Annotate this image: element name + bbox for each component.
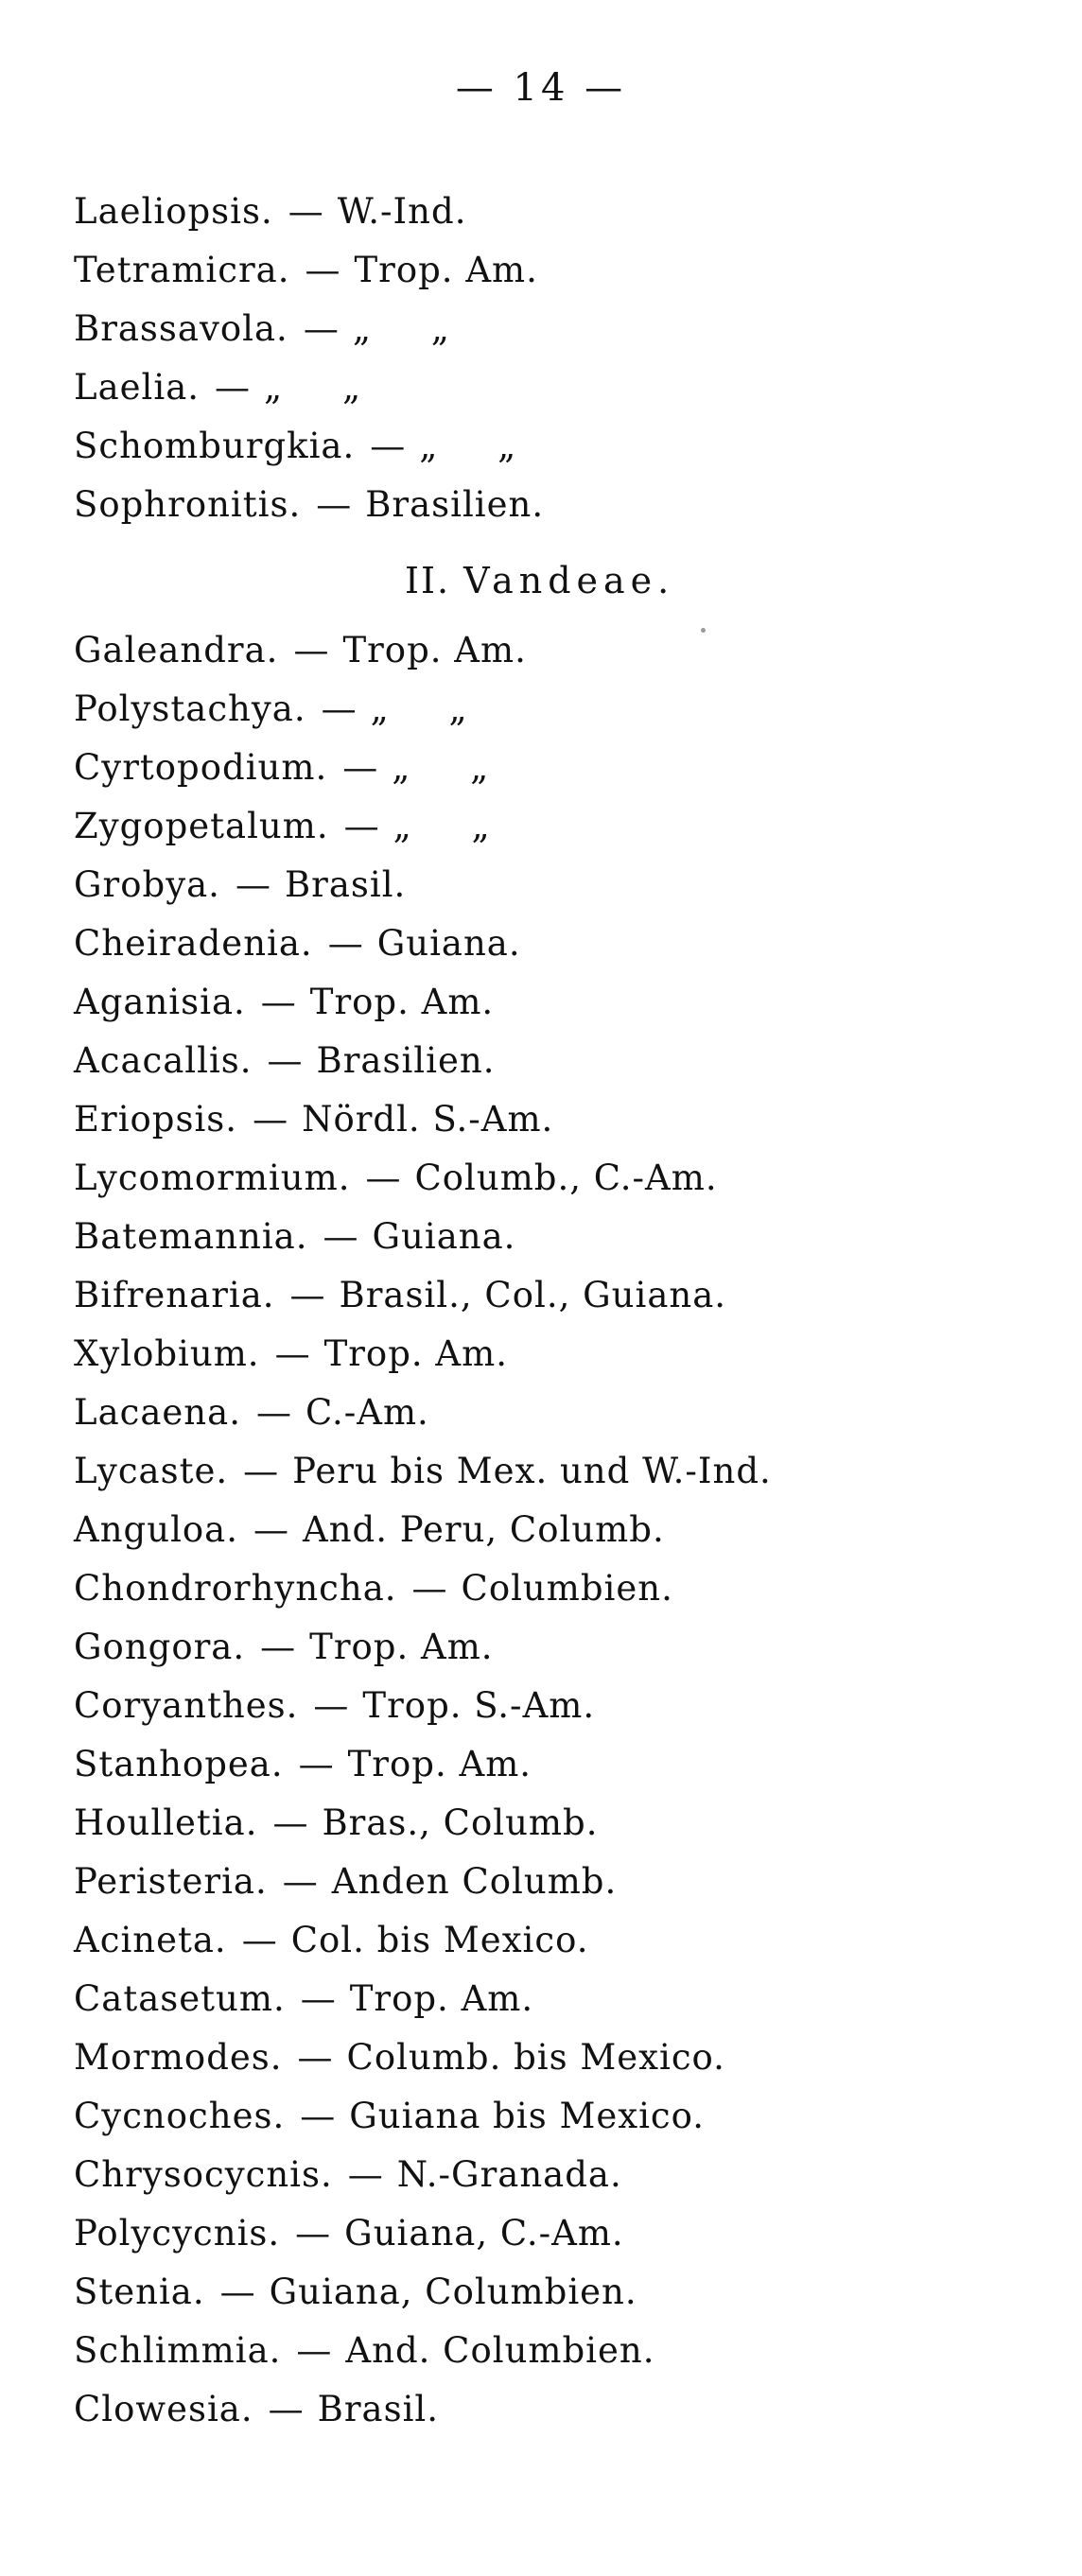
genus-entry: [74, 2146, 1048, 2204]
genus-name: Acacallis.: [74, 1040, 253, 1081]
genus-entry: [74, 1618, 1048, 1677]
genus-name: Gongora.: [74, 1627, 246, 1667]
entry-dash: —: [288, 191, 324, 232]
genus-name: Aganisia.: [74, 982, 246, 1022]
genus-entry: [74, 1442, 1048, 1501]
distribution-region: Trop. Am.: [323, 1333, 508, 1374]
distribution-region: Trop. Am.: [342, 630, 527, 670]
distribution-region: Brasil.: [317, 2389, 439, 2429]
genus-entry: [74, 183, 1048, 241]
distribution-region: Trop. Am.: [354, 250, 538, 290]
genus-name: Tetramicra.: [74, 250, 290, 290]
genus-entry: [74, 1677, 1048, 1735]
genus-name: Galeandra.: [74, 630, 279, 670]
distribution-region: N.-Granada.: [396, 2154, 622, 2195]
genus-name: Clowesia.: [74, 2389, 253, 2429]
distribution-region: C.-Am.: [305, 1392, 429, 1433]
entry-dash: —: [316, 484, 353, 525]
entry-dash: —: [219, 2271, 256, 2312]
genus-entry: [74, 417, 1048, 476]
page-number: — 14 —: [455, 66, 627, 110]
distribution-region: Guiana.: [372, 1216, 516, 1257]
genus-entry: [74, 621, 1048, 680]
distribution-region: Columbien.: [461, 1568, 673, 1609]
genus-name: Schlimmia.: [74, 2330, 282, 2371]
distribution-region: Col. bis Mexico.: [290, 1920, 589, 1960]
entry-dash: —: [255, 1392, 292, 1433]
genus-name: Catasetum.: [74, 1978, 286, 2019]
entry-dash: —: [272, 1802, 309, 1843]
distribution-region: Trop. Am.: [309, 1627, 494, 1667]
ditto-marks: „ „: [392, 747, 490, 788]
genus-name: Anguloa.: [74, 1509, 238, 1550]
genus-entry: [74, 1325, 1048, 1384]
genus-entry: [74, 1501, 1048, 1559]
entry-dash: —: [303, 308, 340, 349]
genus-entry: [74, 973, 1048, 1032]
distribution-region: Peru bis Mex. und W.-Ind.: [292, 1451, 772, 1491]
genus-name: Chrysocycnis.: [74, 2154, 333, 2195]
entry-dash: —: [296, 2330, 333, 2371]
genus-entry: [74, 797, 1048, 856]
genus-entry: [74, 1853, 1048, 1911]
entry-dash: —: [347, 2154, 384, 2195]
entry-dash: —: [267, 1040, 304, 1081]
genus-name: Polycycnis.: [74, 2213, 281, 2254]
entry-dash: —: [370, 426, 407, 466]
genus-entry: [74, 1149, 1048, 1208]
distribution-region: Anden Columb.: [331, 1861, 618, 1902]
entry-dash: —: [298, 1744, 335, 1784]
genus-name: Lycomormium.: [74, 1157, 351, 1198]
genus-entry: [74, 2380, 1048, 2439]
ditto-marks: „ „: [352, 308, 450, 349]
genus-name: Polystachya.: [74, 688, 306, 729]
genus-name: Houlletia.: [74, 1802, 258, 1843]
entry-dash: —: [293, 630, 330, 670]
genus-entry: [74, 2322, 1048, 2380]
distribution-region: W.-Ind.: [337, 191, 467, 232]
distribution-region: Columb., C.-Am.: [414, 1157, 718, 1198]
genus-name: Coryanthes.: [74, 1685, 299, 1726]
genus-entry: [74, 680, 1048, 739]
genus-entry: [74, 300, 1048, 358]
genus-name: Grobya.: [74, 864, 220, 905]
genus-name: Cyrtopodium.: [74, 747, 328, 788]
genus-entry: [74, 1559, 1048, 1618]
entry-dash: —: [342, 747, 379, 788]
genus-entry: [74, 1970, 1048, 2028]
genus-name: Stenia.: [74, 2271, 205, 2312]
distribution-region: Trop. S.-Am.: [362, 1685, 596, 1726]
distribution-region: Brasilien.: [365, 484, 545, 525]
genus-entry: [74, 1266, 1048, 1325]
entry-dash: —: [300, 1978, 337, 2019]
genus-name: Chondrorhyncha.: [74, 1568, 397, 1609]
genus-name: Xylobium.: [74, 1333, 260, 1374]
genus-entry: [74, 2263, 1048, 2322]
print-speck: [701, 628, 706, 633]
genus-entry: [74, 1208, 1048, 1266]
genus-name: Laeliopsis.: [74, 191, 273, 232]
section-two-list: [74, 621, 1048, 2439]
genus-entry: [74, 358, 1048, 417]
genus-name: Bifrenaria.: [74, 1275, 275, 1315]
genus-entry: [74, 2087, 1048, 2146]
genus-name: Cycnoches.: [74, 2096, 286, 2136]
genus-entry: [74, 1032, 1048, 1090]
genus-name: Eriopsis.: [74, 1099, 238, 1140]
distribution-region: And. Peru, Columb.: [303, 1509, 665, 1550]
genus-entry: [74, 739, 1048, 797]
entry-dash: —: [268, 2389, 305, 2429]
entry-dash: —: [260, 1627, 297, 1667]
entry-dash: —: [305, 250, 341, 290]
genus-entry: [74, 1384, 1048, 1442]
genus-name: Lacaena.: [74, 1392, 241, 1433]
genus-entry: [74, 1911, 1048, 1970]
ditto-marks: „ „: [419, 426, 517, 466]
section-number: II.: [405, 560, 451, 601]
distribution-region: Guiana bis Mexico.: [349, 2096, 706, 2136]
genus-entry: [74, 476, 1048, 534]
distribution-region: And. Columbien.: [345, 2330, 655, 2371]
entry-dash: —: [243, 1451, 280, 1491]
entry-dash: —: [323, 1216, 359, 1257]
entry-dash: —: [282, 1861, 319, 1902]
ditto-marks: „ „: [264, 367, 362, 408]
distribution-region: Trop. Am.: [309, 982, 495, 1022]
genus-entry: [74, 1794, 1048, 1853]
distribution-region: Guiana, Columbien.: [269, 2271, 637, 2312]
genus-name: Zygopetalum.: [74, 806, 329, 846]
entry-dash: —: [289, 1275, 326, 1315]
ditto-marks: „ „: [393, 806, 491, 846]
genus-entry: [74, 1090, 1048, 1149]
entry-dash: —: [343, 806, 380, 846]
entry-dash: —: [215, 367, 252, 408]
distribution-region: Guiana, C.-Am.: [344, 2213, 624, 2254]
distribution-region: Brasil.: [284, 864, 407, 905]
distribution-region: Trop. Am.: [347, 1744, 532, 1784]
genus-name: Sophronitis.: [74, 484, 302, 525]
entry-dash: —: [313, 1685, 350, 1726]
genus-entry: [74, 856, 1048, 914]
entry-dash: —: [327, 923, 364, 964]
entry-dash: —: [411, 1568, 448, 1609]
ditto-marks: „ „: [370, 688, 468, 729]
distribution-region: Trop. Am.: [349, 1978, 534, 2019]
entry-dash: —: [365, 1157, 402, 1198]
genus-name: Stanhopea.: [74, 1744, 284, 1784]
distribution-region: Columb. bis Mexico.: [346, 2037, 725, 2078]
distribution-region: Brasil., Col., Guiana.: [339, 1275, 727, 1315]
entry-dash: —: [253, 1099, 289, 1140]
genus-entry: [74, 2028, 1048, 2087]
entry-dash: —: [300, 2096, 337, 2136]
distribution-region: Guiana.: [376, 923, 521, 964]
entry-dash: —: [295, 2213, 332, 2254]
genus-name: Mormodes.: [74, 2037, 283, 2078]
entry-dash: —: [253, 1509, 289, 1550]
section-title: Vandeae.: [463, 560, 675, 601]
section-one-list: [74, 183, 1048, 534]
genus-name: Brassavola.: [74, 308, 288, 349]
distribution-region: Bras., Columb.: [322, 1802, 599, 1843]
genus-name: Lycaste.: [74, 1451, 229, 1491]
entry-dash: —: [297, 2037, 334, 2078]
entry-dash: —: [321, 688, 358, 729]
genus-name: Peristeria.: [74, 1861, 268, 1902]
section-heading: [74, 534, 1048, 621]
genus-entry: [74, 914, 1048, 973]
distribution-region: Brasilien.: [316, 1040, 496, 1081]
entry-dash: —: [235, 864, 271, 905]
genus-name: Schomburgkia.: [74, 426, 356, 466]
genus-name: Acineta.: [74, 1920, 227, 1960]
genus-name: Batemannia.: [74, 1216, 308, 1257]
entry-dash: —: [241, 1920, 278, 1960]
entry-dash: —: [274, 1333, 311, 1374]
genus-entry: [74, 1735, 1048, 1794]
genus-name: Cheiradenia.: [74, 923, 313, 964]
genus-name: Laelia.: [74, 367, 201, 408]
genus-entry: [74, 241, 1048, 300]
genus-list: [74, 183, 1048, 2439]
genus-entry: [74, 2204, 1048, 2263]
distribution-region: Nördl. S.-Am.: [302, 1099, 554, 1140]
entry-dash: —: [260, 982, 297, 1022]
